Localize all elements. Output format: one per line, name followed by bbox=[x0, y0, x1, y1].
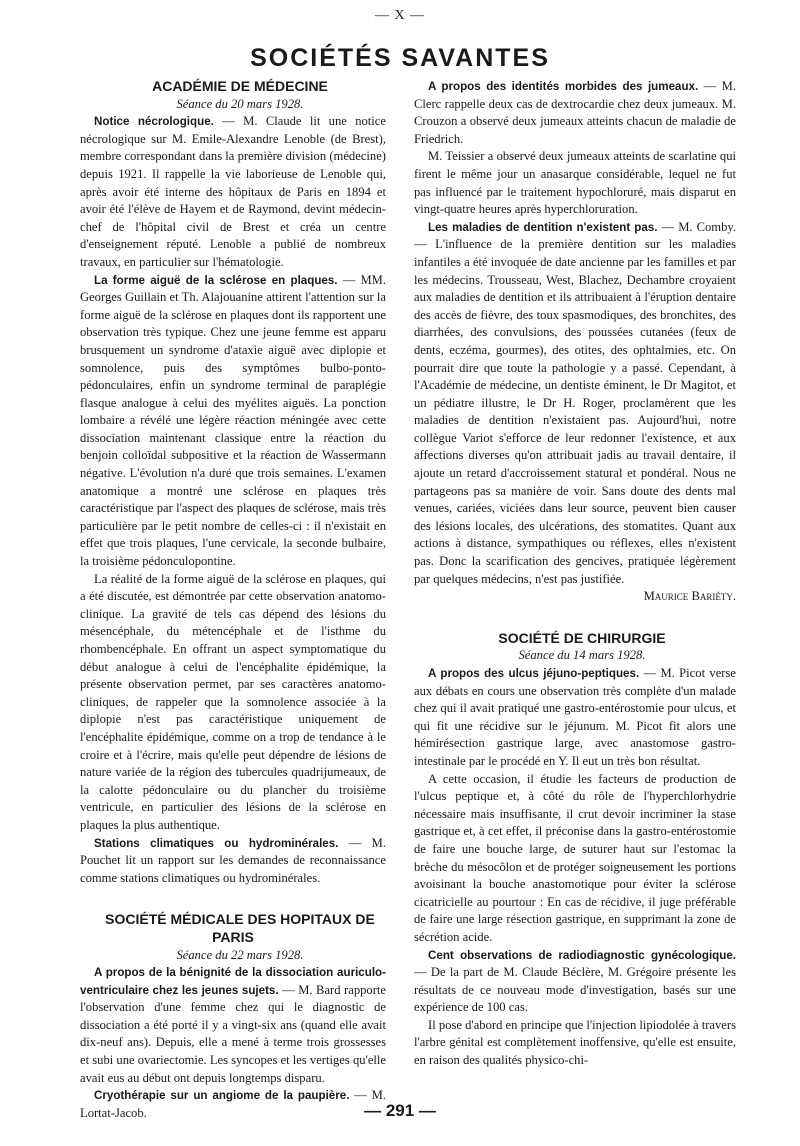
paragraph bbox=[80, 964, 386, 1087]
paragraph-lead: Cent observations de radiodiagnostic gynécologique. bbox=[428, 948, 736, 962]
paragraph-lead: A propos de la bénignité de la dissociation auriculo-ventriculaire chez les jeunes sujets. bbox=[80, 966, 386, 997]
paragraph bbox=[80, 272, 386, 571]
section-date-hopitaux: Séance du 22 mars 1928. bbox=[176, 947, 304, 962]
paragraph-text: — M. Comby. — L'influence de la première dentition sur les maladies infantiles a été invoquée de date ancienne par les familles et par les médecins. Trousseau, West, Blachez, Dechambre croyaient aux maladies de dentition et ils attribuaient à l'éruption dentaire des accès de fièvre, des toux spasmodiques, des bronchites, des diarrhées, des convulsions, des poussées cutanées (feux de dents, eczéma, gourmes), des otites, des ophtalmies, etc. On pourrait dire que toute la pathologie y a passé. Cependant, à l'Académie de médecine, un dentiste éminent, le Dr Magitot, et un pédiatre illustre, le Dr H. Roger, proclamèrent que les maladies de dentition n'existaient pas. Aujourd'hui, notre collègue Variot s'efforce de leur redonner l'existence, et aux affections diverses qu'on attribuait jadis au travail dentaire, il ajoute un retard d'accroissement statural et pondéral. Nous ne partageons pas sa manière de voir. Sans doute des dents mal venues, cariées, viciées dans leur source, peuvent bien causer des lésions locales, des ulcérations, des stomatites. Quant aux actions à distance, sympathiques ou réflexes, elles n'existent pas. Donc la scarification des gencives, pratiquée légèrement par quelques médecins, n'est pas justifiée. bbox=[414, 219, 737, 586]
left-column bbox=[80, 78, 386, 1122]
paragraph-lead: Cryothérapie sur un angiome de la paupière. bbox=[94, 1089, 350, 1103]
author-signature: Maurice Bariéty. bbox=[643, 589, 736, 604]
paragraph-text: — De la part de M. Claude Béclère, M. Grégoire présente les résultats de ce nouveau mode d'investigation, basés sur une expérience de 100 cas. bbox=[414, 965, 736, 1015]
paragraph-lead: Les maladies de dentition n'existent pas. bbox=[428, 220, 658, 234]
paragraph bbox=[80, 835, 386, 888]
roman-page-number: — X — bbox=[374, 8, 426, 23]
section-date-chirurgie: Séance du 14 mars 1928. bbox=[518, 648, 646, 663]
paragraph-lead: Stations climatiques ou hydrominérales. bbox=[94, 836, 339, 850]
paragraph bbox=[414, 947, 736, 1017]
page-banner: SOCIÉTÉS SAVANTES bbox=[250, 44, 550, 72]
paragraph-lead: A propos des ulcus jéjuno-peptiques. bbox=[428, 667, 640, 680]
paragraph bbox=[414, 78, 736, 148]
paragraph-text: — M. Lortat-Jacob. bbox=[80, 1088, 386, 1120]
paragraph-text: — M. Picot verse aux débats en cours une observation très complète d'un malade chez qui il avait pratiqué une gastro-entérostomie pour ulcus, et qui fit une récidive sur le jéjunum. M. Picot fit alors une hémirésection gastrique large, avec anastomose gastro-intestinale par le procédé en Y. Il eut un très bon résultat. bbox=[414, 666, 736, 768]
paragraph: Il pose d'abord en principe que l'injection lipiodolée à travers l'arbre génital est complètement inoffensive, qu'elle est ensuite, en raison des qualités physico-chi- bbox=[414, 1017, 736, 1068]
paragraph bbox=[414, 219, 736, 588]
paragraph-text: — MM. Georges Guillain et Th. Alajouanine attirent l'attention sur la forme aiguë de la sclérose en plaques dont ils rapportent une observation très typique. Chez une jeune femme est apparu brusquement un syndrome d'ataxie aiguë avec diplopie et somnolence, puis des symptômes bulbo-ponto-pédonculaires, enfin un syndrome terminal de paraplégie flasque analogue à celui des myélites aiguës. La ponction lombaire a révélé une légère réaction méningée avec cette dissociation maintenant classique entre la réaction du benjoin colloïdal subpositive et la réaction de Wassermann négative. L'évolution n'a duré que trois semaines. L'examen anatomique a montré une sclérose en plaques très caractéristique par l'aspect des plaques de sclérose, mais très particulière par le petit nombre de celles-ci : il n'existait en effet que trois plaques, l'une cervicale, la seconde bulbaire, la troisième pédonculopontine. bbox=[80, 272, 387, 569]
section-title-hopitaux: SOCIÉTÉ MÉDICALE DES HOPITAUX DE PARIS bbox=[105, 911, 375, 945]
paragraph-lead: A propos des identités morbides des jumeaux. bbox=[428, 80, 699, 93]
paragraph bbox=[80, 113, 386, 271]
paragraph: M. Teissier a observé deux jumeaux atteints de scarlatine qui firent le même jour un anasarque considérable, lequel ne fut pas influencé par le traitement hypochloruré, mais disparut en vingt-quatre heures après hyperchloruration. bbox=[414, 149, 736, 217]
paragraph: La réalité de la forme aiguë de la sclérose en plaques, qui a été discutée, est démontrée par cette observation anatomo-clinique. La gravité de tels cas dépend des lésions du mésencéphale, du métencéphale et de l'isthme du rhombencéphale. En offrant un aspect symptomatique du début analogue à celui de l'encéphalite épidémique, la présente observation permet, par ses caractères anatomo-cliniques, de rappeler que la somnolence associée à la diplopie n'est pas caractéristique uniquement de l'encéphalite épidémique, comme on a trop de tendance à le croire et à l'écrire, mais qu'elle peut dépendre de lésions de nature variée de la région des tubercules quadrijumeaux, de la calotte pédonculaire ou du plancher du troisième ventricule, en particulier des lésions de la sclérose en plaques la plus authentique. bbox=[80, 571, 386, 832]
paragraph: A cette occasion, il étudie les facteurs de production de l'ulcus peptique et, à côté du rôle de l'hyperchlorhydrie nécessaire mais insuffisante, il crut devoir incriminer la stase gastrique et, à cet effet, il préconise dans la gastro-entérostomie de faire une bouche large, de suturer haut sur l'estomac la brèche du mésocôlon et de protéger soigneusement les portions avoisinant la bouche anastomotique pour éviter la sclérose cicatricielle au pourtour : En cas de récidive, il juge préférable de faire une large résection gastrique, en supprimant la zone de sécrétion acide. bbox=[414, 771, 736, 944]
section-title-academie: ACADÉMIE DE MÉDECINE bbox=[152, 78, 328, 94]
paragraph-text: — M. Claude lit une notice nécrologique sur M. Emile-Alexandre Lenoble (de Brest), membre correspondant dans la première division (médecine) depuis 1921. Il rappelle la vie laborieuse de Lenoble qui, après avoir été interne des hôpitaux de Paris en 1894 et avoir été l'élève de Hayem et de Raymond, devint médecin-chef de l'hôpital civil de Brest et créa un centre d'enseignement réputé. Lenoble a publié de nombreux travaux, en particulier sur l'hématologie. bbox=[80, 114, 386, 269]
section-spacer bbox=[80, 887, 386, 911]
section-spacer bbox=[414, 606, 736, 630]
paragraph-lead: La forme aiguë de la sclérose en plaques. bbox=[94, 273, 338, 287]
page-folio: — 291 — bbox=[364, 1101, 436, 1120]
section-title-chirurgie: SOCIÉTÉ DE CHIRURGIE bbox=[498, 629, 666, 646]
section-date-academie: Séance du 20 mars 1928. bbox=[176, 96, 304, 111]
paragraph-text: — M. Bard rapporte l'observation d'une femme chez qui le diagnostic de dissociation a été porté il y a vingt-six ans (quand elle avait dix-neuf ans). Depuis, elle a mené à terme trois grossesses et subi une ovariectomie. Les syncopes et les vertiges qu'elle avait eus au début ont depuis longtemps disparu. bbox=[80, 982, 386, 1085]
paragraph bbox=[414, 665, 736, 771]
right-column bbox=[414, 78, 736, 1070]
paragraph-text: — M. Clerc rappelle deux cas de dextrocardie chez deux jumeaux. M. Crouzon a observé deux jumeaux atteints chacun de maladie de Friedrich. bbox=[414, 79, 736, 146]
paragraph-lead: Notice nécrologique. bbox=[94, 115, 214, 129]
paragraph-text: — M. Pouchet lit un rapport sur les demandes de reconnaissance comme stations climatiques ou hydrominérales. bbox=[80, 835, 386, 885]
